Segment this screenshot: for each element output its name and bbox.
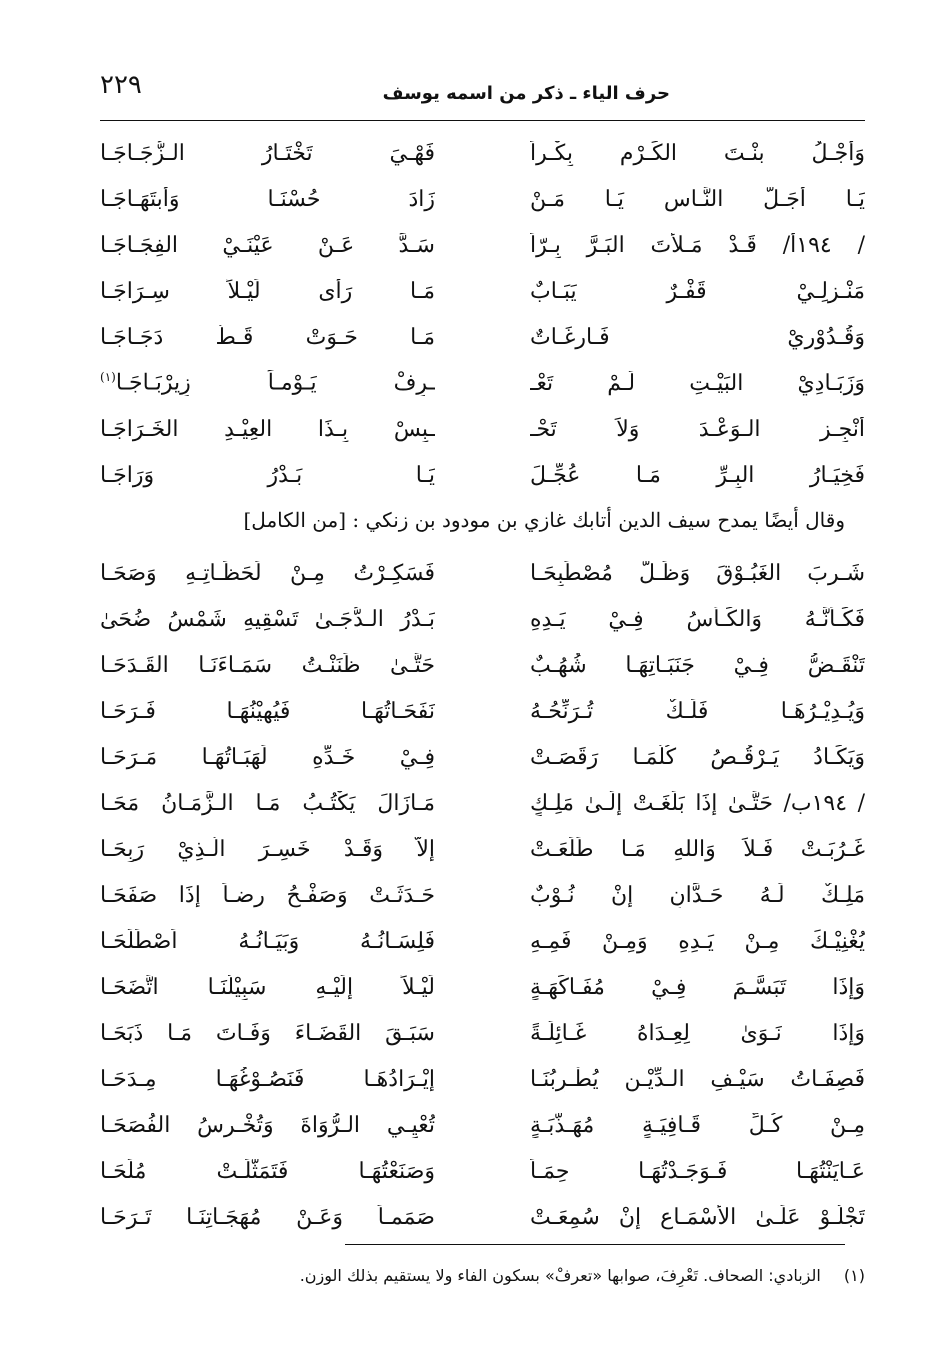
verse <box>100 452 865 498</box>
poem-intro: وقال أيضًا يمدح سيف الدين أتابك غازي بن مودود بن زنكي : [من الكامل] <box>243 508 845 532</box>
footnote-rule <box>345 1244 845 1245</box>
verse <box>100 642 865 688</box>
hemistich-right: فَصِفَـاتُ سَيْـفِ الـدِّيْـنِ يُطْـرِبُنَـا <box>530 1066 865 1092</box>
hemistich-right: مَنْـزِلِـيْ قَفْـرٌ يَبَـابٌ <box>530 278 865 304</box>
poem-2 <box>100 550 865 1240</box>
hemistich-right: / ١٩٤أ/ قَـدْ مَـلأتَ البَـرَّ بِـرّاً <box>530 232 865 258</box>
verse <box>100 1056 865 1102</box>
hemistich-left: يَـا بَـدْرُ وَرَاجَـا <box>100 462 435 488</box>
hemistich-left-text: ـرِفْ يَـوْمـاً زِيرْبَـاجَـا <box>115 370 435 396</box>
footnote <box>300 1266 865 1285</box>
verse <box>100 1194 865 1240</box>
hemistich-right: أنْجِـزِ الـوَعْـدَ وَلاَ تَحْـ <box>530 416 865 442</box>
hemistich-right: فَخِيَـارُ البِـرِّ مَـا عُجِّـلَ <box>530 462 865 488</box>
verse <box>100 1148 865 1194</box>
hemistich-right: وَيَكَـادُ يَـرْقُـصُ كُلَّمَـا رَقَصَـتْ <box>530 744 865 770</box>
hemistich-left: سَبَـقَ القَضَـاءَ وَفَـاتَ مَـا ذَبَحَـا <box>100 1020 435 1046</box>
hemistich-right: / ١٩٤ب/ حَتَّـىٰ إذَا بَلَغَـتْ إلَـىٰ مَلِـكٍ <box>530 790 865 816</box>
verse <box>100 268 865 314</box>
hemistich-left: مَـا رَأى لَيْـلاً سِـرَاجَـا <box>100 278 435 304</box>
verse <box>100 780 865 826</box>
hemistich-left: مَـا حَـوَتْ قَـطُّ دَجَـاجَـا <box>100 324 435 350</box>
hemistich-left: حَتَّـىٰ ظَنَنْـتُ سَمَـاءَنَـا القَـدَحَـا <box>100 652 435 678</box>
hemistich-right: مَلِـكٌ لَـهُ حَـدَّانِ إنْ نُـوْبٌ <box>530 882 865 908</box>
footnote-marker: (١) <box>843 1266 865 1285</box>
hemistich-left: حَـدَثَـتْ وَصَفْـحُ رِضـاً إذَا صَفَحَـا <box>100 882 435 908</box>
verse <box>100 222 865 268</box>
hemistich-right: مِـنْ كُـلِّ قَـافِيَـةٍ مُهَـذَّبَـةٍ <box>530 1112 865 1138</box>
hemistich-right: عَـايَنْتُهَـا فَـوَجَـدْتُهَـا حِمَـاً <box>530 1158 865 1184</box>
hemistich-right: وَإذَا نَـوَىٰ لِعِـدَاهُ غَـائِلَـةً <box>530 1020 865 1046</box>
hemistich-right: يُغْنِيْـكَ مِـنْ يَـدِهِ وَمِـنْ فَمِـهِ <box>530 928 865 954</box>
hemistich-left: مَـازَالَ يَكْتُـبُ مَـا الـزَّمَـانُ مَحَـا <box>100 790 435 816</box>
verse <box>100 596 865 642</box>
verse <box>100 964 865 1010</box>
hemistich-left: تُعْيِـي الـرُّوَاةَ وَتُخْـرِسُ الفُصَحَـا <box>100 1112 435 1138</box>
hemistich-left: إلاَّ وَقَـدْ خَسِـرَ الَّـذِيْ رَبِحَـا <box>100 836 435 862</box>
hemistich-right: فَكَـأنَّـهُ وَالكَـأسُ فِـيْ يَـدِهِ <box>530 606 865 632</box>
hemistich-right: وَزَبَـادِيْ البَيْـتِ لَـمْ تَعْـ <box>530 370 865 396</box>
verse <box>100 826 865 872</box>
hemistich-right: وَيُـدِيْـرُهَـا فَلَـكٌ تُـرَنِّحُـهُ <box>530 698 865 724</box>
hemistich-right: وَقُـدُوْرِيْ فَـارِغَـاتٌ <box>530 324 865 350</box>
hemistich-left: زَادَ حُسْنَـا وَأبتَهَـاجَـا <box>100 186 435 212</box>
hemistich-left: وَصَنَعْتُهَـا فَتَمَثَّلَـتْ مُلَحَـا <box>100 1158 435 1184</box>
hemistich-right: غَـرُبَـتْ فَـلاَ وَاللهِ مَـا طَلَعَـتْ <box>530 836 865 862</box>
hemistich-right: وَأجْـلُ بنْـتَ الكَـرْمِ بِكْـراً <box>530 140 865 166</box>
running-head: حرف الياء ـ ذكر من اسمه يوسف <box>382 83 670 104</box>
verse <box>100 1102 865 1148</box>
poem-1 <box>100 130 865 498</box>
verse <box>100 314 865 360</box>
footnote-reference: (١) <box>100 370 116 385</box>
hemistich-left: ـبِسْ بِـذَا العِيْـدِ الخَـرَاجَـا <box>100 416 435 442</box>
verse <box>100 406 865 452</box>
hemistich-left: سَـدَّ عَـنْ عَيْنَـيْ الفِجَـاجَـا <box>100 232 435 258</box>
verse <box>100 130 865 176</box>
header-rule <box>100 120 865 121</box>
verse <box>100 872 865 918</box>
hemistich-left <box>100 370 435 395</box>
hemistich-left: لَيْـلاً إلَيْـهِ سَبِيْلُنَـا اتَّضَحَـا <box>100 974 435 1000</box>
verse <box>100 734 865 780</box>
hemistich-left: إيْـرَادُهَـا فَنَصُـوْغُهَـا مِـدَحَـا <box>100 1066 435 1092</box>
hemistich-left: فَلِسَـانُـهُ وَبَيَـانُـهُ اَصْطَلَحَـا <box>100 928 435 954</box>
footnote-text: الزبادي: الصحاف. تَعْرِفَ، صوابها «تعرفْ» بسكون الفاء ولا يستقيم بذلك الوزن. <box>299 1266 821 1285</box>
hemistich-left: بَـدْرُ الـدُّجَـىٰ تَسْقِيهِ شَمْسُ ضُحَىٰ <box>100 606 435 632</box>
hemistich-right: تَنْقَـضُّ فِـيْ جَنَبَـاتِهَـا شُهُـبٌ <box>530 652 865 678</box>
hemistich-left: فَسَكِـرْتُ مِـنْ لَحَظَـاتِـهِ وَصَحَـا <box>100 560 435 586</box>
verse <box>100 550 865 596</box>
hemistich-right: يَـا أجَـلَّ النَّـاسِ يَـا مَـنْ <box>530 186 865 212</box>
hemistich-left: فِـيْ خَـدِّهِ لَهَبَـاتُهَـا مَـرَحَـا <box>100 744 435 770</box>
verse <box>100 176 865 222</box>
hemistich-left: فَهْـيَ تَخْتَـارُ الـزُّجَـاجَـا <box>100 140 435 166</box>
hemistich-right: شَـرِبَ الغَبُـوْقَ وَظَـلَّ مُصْطَبِحَـا <box>530 560 865 586</box>
verse <box>100 688 865 734</box>
hemistich-left: صَمَمـاً وَعَـنْ مُهَجَـاتِنَـا تَـرَحَـا <box>100 1204 435 1230</box>
verse <box>100 1010 865 1056</box>
verse <box>100 918 865 964</box>
hemistich-right: تَجْلُـوْ عَلَـىٰ الأسْمَـاعِ إنْ سُمِعَـتْ <box>530 1204 865 1230</box>
verse <box>100 360 865 406</box>
hemistich-left: نَفَحَـاتُهَـا فَيُهِيْنُهَـا فَـرَحَـا <box>100 698 435 724</box>
hemistich-right: وَإذَا تَبَسَّـمَ فِـيْ مُفَـاكَهَـةٍ <box>530 974 865 1000</box>
page-number: ٢٢٩ <box>100 70 142 100</box>
